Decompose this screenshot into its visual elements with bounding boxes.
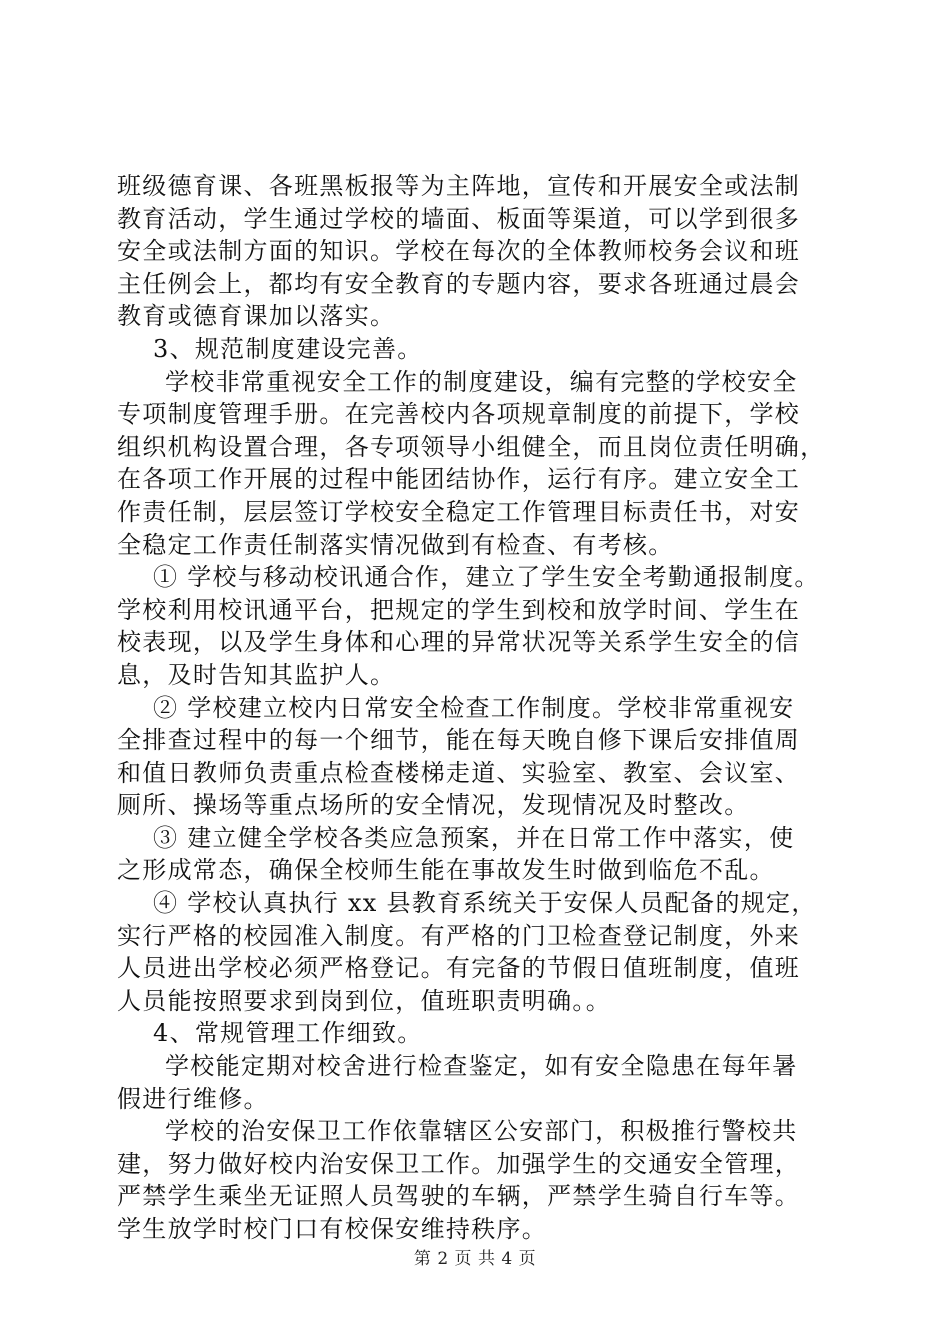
text-line: 作责任制，层层签订学校安全稳定工作管理目标责任书，对安 (117, 497, 801, 526)
text-line: 在各项工作开展的过程中能团结协作，运行有序。建立安全工 (117, 465, 801, 494)
document-body (117, 170, 837, 1246)
text-line: 全稳定工作责任制落实情况做到有检查、有考核。 (117, 530, 674, 559)
text-line: 建，努力做好校内治安保卫工作。加强学生的交通安全管理， (117, 1149, 801, 1178)
page-footer: 第 2 页 共 4 页 (413, 1249, 537, 1269)
text-line: 4、常规管理工作细致。 (153, 1019, 423, 1048)
text-line: 专项制度管理手册。在完善校内各项规章制度的前提下，学校 (117, 400, 801, 429)
text-line: ① 学校与移动校讯通合作，建立了学生安全考勤通报制度。 (153, 563, 820, 592)
text-line: ③ 建立健全学校各类应急预案，并在日常工作中落实，使 (153, 823, 795, 852)
text-line: 人员进出学校必须严格登记。有完备的节假日值班制度，值班 (117, 954, 801, 983)
text-line: 安全或法制方面的知识。学校在每次的全体教师校务会议和班 (117, 237, 801, 266)
text-line: 之形成常态，确保全校师生能在事故发生时做到临危不乱。 (117, 856, 775, 885)
text-line: 实行严格的校园准入制度。有严格的门卫检查登记制度，外来 (117, 921, 801, 950)
text-line: 学校能定期对校舍进行检查鉴定，如有安全隐患在每年暑 (165, 1052, 798, 1081)
text-line: 息，及时告知其监护人。 (117, 660, 396, 689)
text-line: 学校的治安保卫工作依靠辖区公安部门，积极推行警校共 (165, 1117, 798, 1146)
text-line: 3、规范制度建设完善。 (153, 334, 423, 363)
text-line: 教育或德育课加以落实。 (117, 302, 396, 331)
text-line: 学校利用校讯通平台，把规定的学生到校和放学时间、学生在 (117, 595, 801, 624)
text-line: 和值日教师负责重点检查楼梯走道、实验室、教室、会议室、 (117, 758, 801, 787)
text-line: 严禁学生乘坐无证照人员驾驶的车辆，严禁学生骑自行车等。 (117, 1182, 801, 1211)
text-line: 组织机构设置合理，各专项领导小组健全，而且岗位责任明确， (117, 432, 826, 461)
text-line: 主任例会上，都均有安全教育的专题内容，要求各班通过晨会 (117, 269, 801, 298)
text-line: 学校非常重视安全工作的制度建设，编有完整的学校安全 (165, 367, 798, 396)
text-line: 全排查过程中的每一个细节，能在每天晚自修下课后安排值周 (117, 726, 801, 755)
text-line: 假进行维修。 (117, 1084, 269, 1113)
text-line: 班级德育课、各班黑板报等为主阵地，宣传和开展安全或法制 (117, 172, 801, 200)
text-line: 厕所、操场等重点场所的安全情况，发现情况及时整改。 (117, 791, 750, 820)
text-line: 教育活动，学生通过学校的墙面、板面等渠道，可以学到很多 (117, 204, 801, 233)
text-line: 学生放学时校门口有校保安维持秩序。 (117, 1215, 548, 1243)
text-line: ② 学校建立校内日常安全检查工作制度。学校非常重视安 (153, 693, 795, 722)
text-line: ④ 学校认真执行 xx 县教育系统关于安保人员配备的规定， (153, 889, 817, 918)
text-line: 人员能按照要求到岗到位，值班职责明确。。 (117, 986, 611, 1015)
text-line: 校表现，以及学生身体和心理的异常状况等关系学生安全的信 (117, 628, 801, 657)
